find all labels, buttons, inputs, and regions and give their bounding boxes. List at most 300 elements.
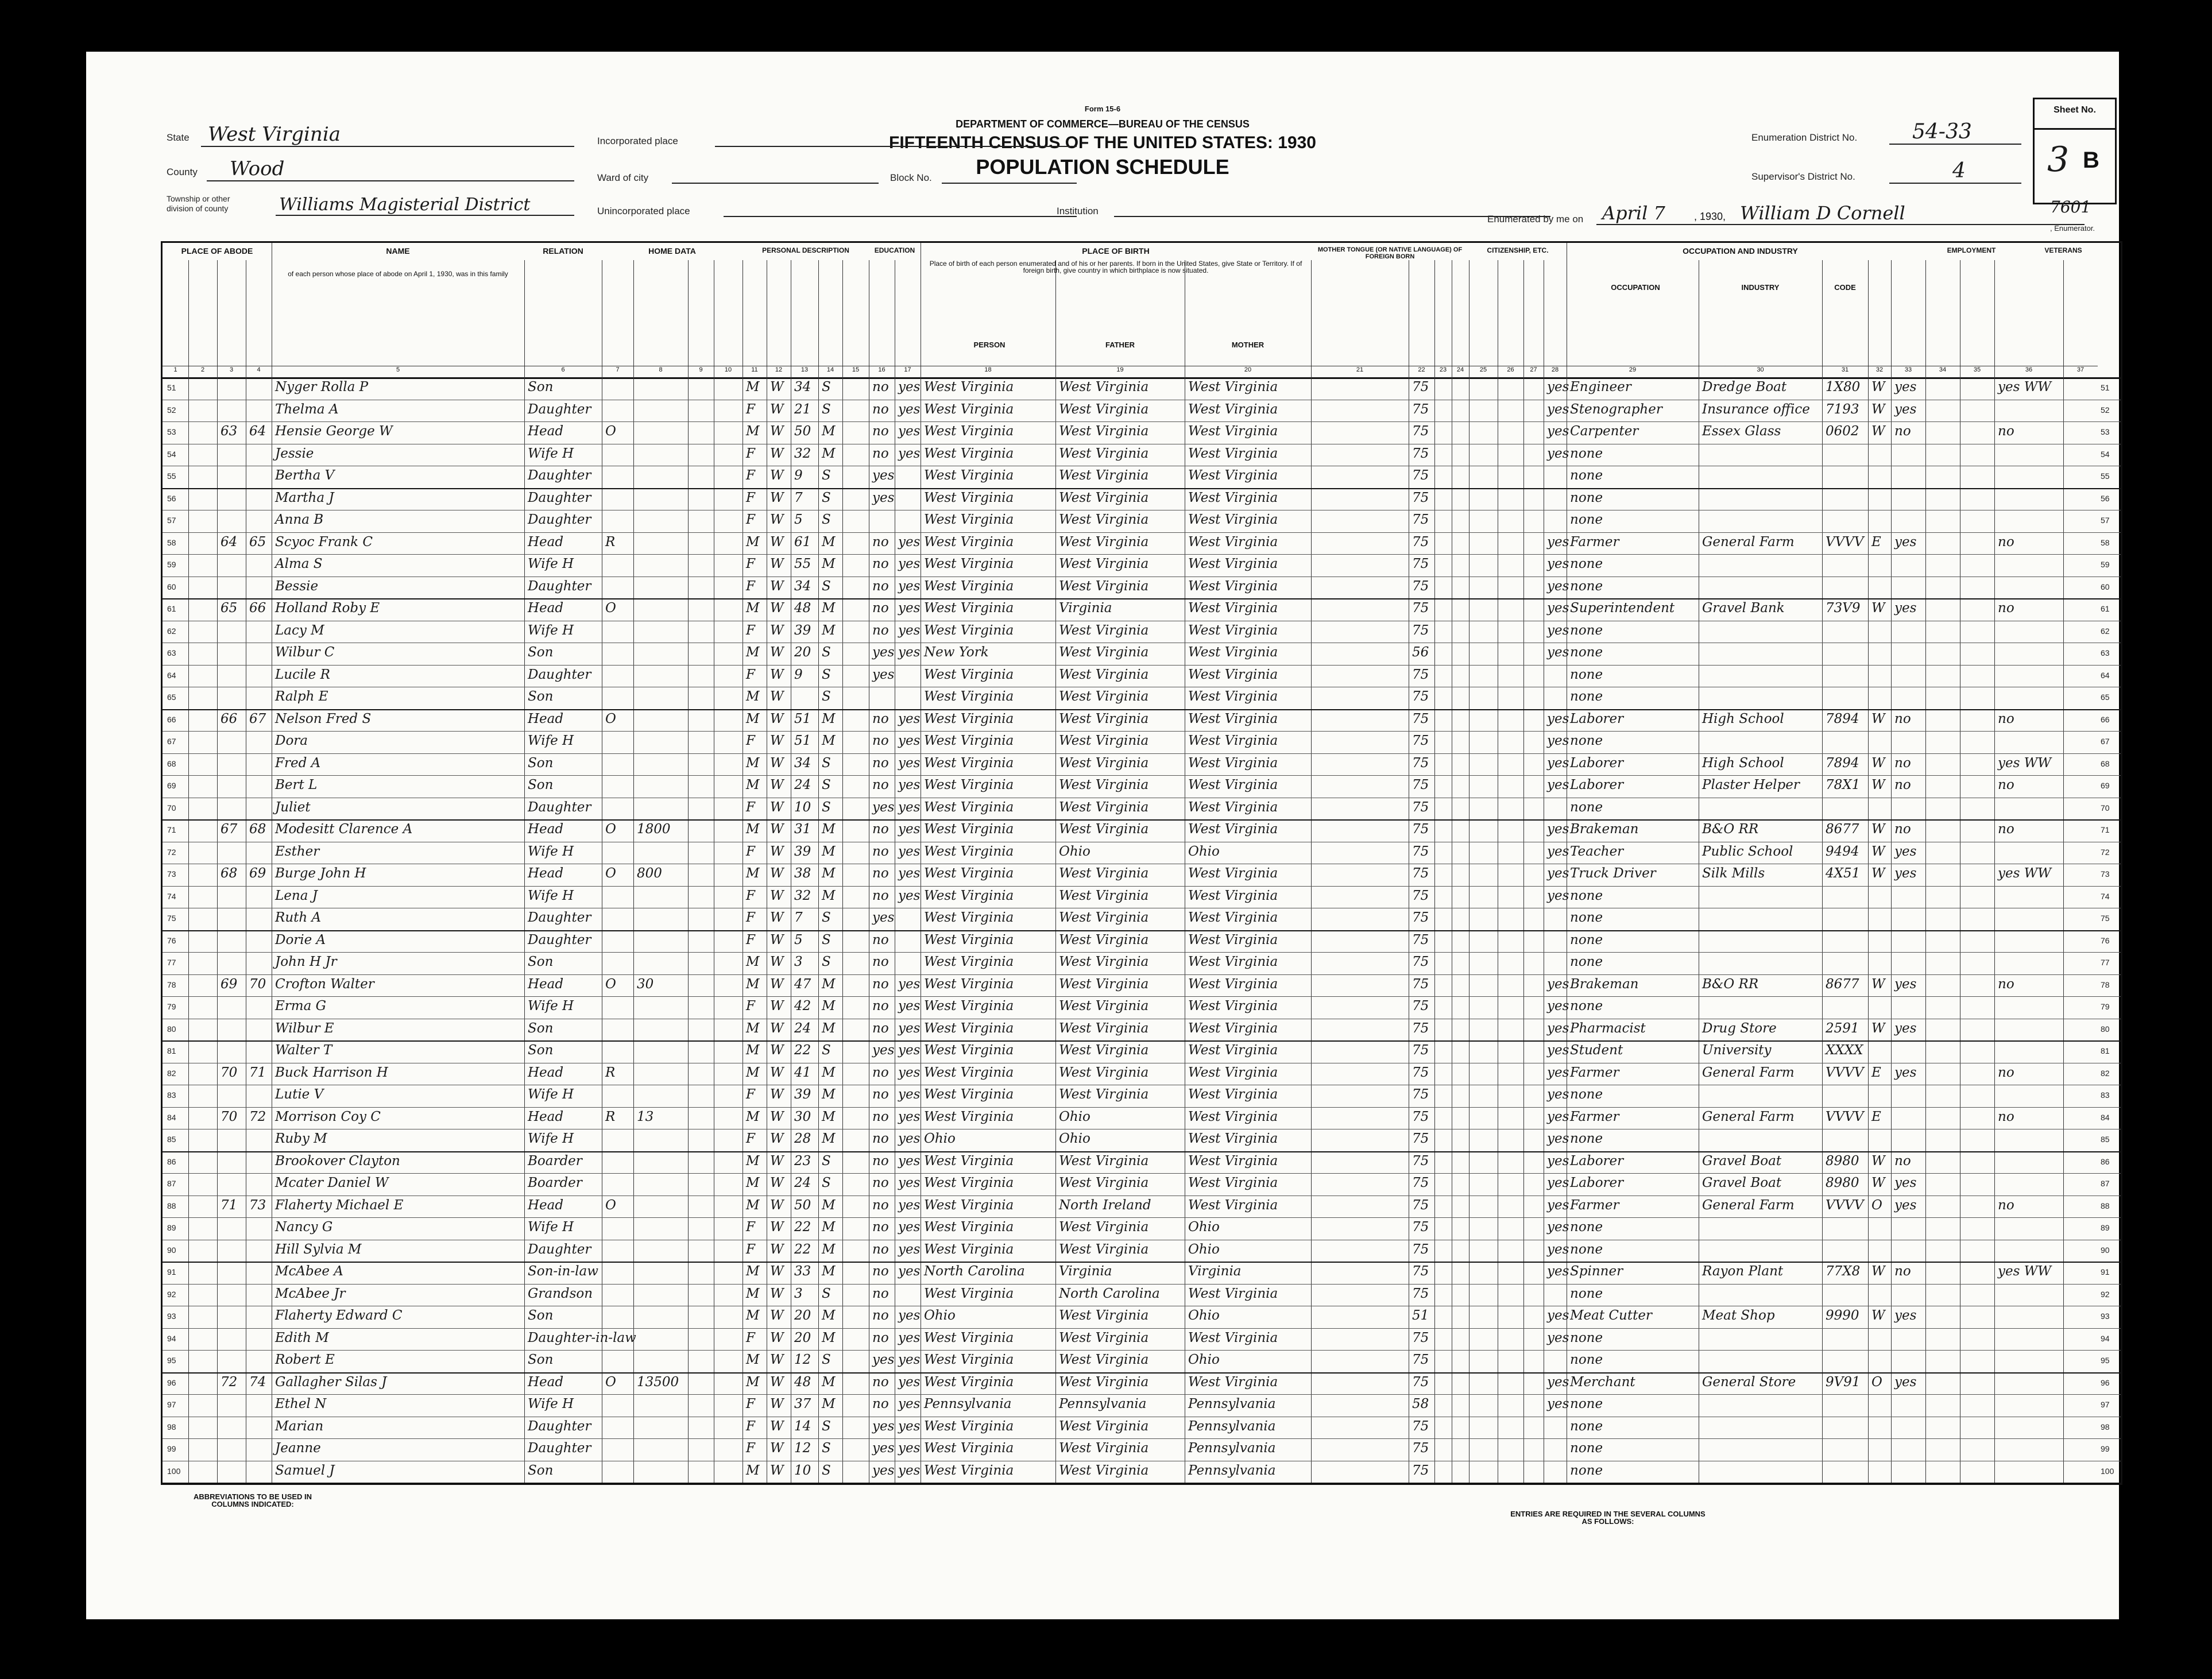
cell-sex: F (746, 446, 755, 461)
table-row (163, 1129, 2121, 1152)
cell-occ: Spinner (1570, 1264, 1623, 1279)
group-occupation: OCCUPATION AND INDUSTRY (1683, 246, 1798, 256)
table-row (163, 1417, 2121, 1440)
cell-ms: M (822, 1197, 836, 1213)
cell-fb: West Virginia (1059, 667, 1149, 682)
cell-ms: S (822, 380, 831, 394)
cell-dw: 66 (221, 711, 238, 726)
cell-occ: none (1570, 888, 1603, 903)
line-number: 71 (167, 825, 176, 834)
cell-own: O (605, 822, 616, 837)
line-number: 83 (167, 1090, 176, 1100)
cell-cit: yes (1547, 1264, 1569, 1279)
line-number: 76 (2101, 935, 2110, 945)
line-number: 63 (167, 648, 176, 657)
line-number: 80 (2101, 1024, 2110, 1034)
cell-mb: West Virginia (1188, 755, 1278, 771)
cell-sex: F (746, 1441, 755, 1456)
line-number: 74 (167, 891, 176, 901)
cell-ms: S (822, 1463, 831, 1478)
line-number: 66 (2101, 714, 2110, 724)
cell-age: 12 (794, 1352, 811, 1367)
cell-sch: no (872, 1374, 889, 1390)
cell-pb: Ohio (924, 1308, 956, 1323)
cell-cls: W (1871, 1264, 1885, 1279)
line-number: 83 (2101, 1090, 2110, 1100)
cell-cit: yes (1547, 1109, 1569, 1124)
cell-tc: 75 (1412, 601, 1429, 616)
cell-ms: M (822, 424, 836, 439)
cell-fb: West Virginia (1059, 1175, 1149, 1190)
cell-dw: 71 (221, 1197, 238, 1213)
column-number: 14 (818, 366, 842, 377)
cell-cls: W (1871, 1308, 1885, 1323)
cell-fam: 68 (249, 822, 266, 837)
cell-fb: West Virginia (1059, 380, 1149, 394)
cell-race: W (770, 1020, 784, 1036)
cell-sex: F (746, 999, 755, 1013)
cell-pb: New York (924, 645, 989, 660)
cell-rd: yes (898, 1418, 921, 1434)
cell-own: R (605, 1109, 616, 1124)
cell-tc: 75 (1412, 976, 1429, 992)
cell-race: W (770, 844, 784, 859)
subhead-occupation: OCCUPATION (1611, 283, 1660, 292)
line-number: 90 (167, 1245, 176, 1255)
column-number: 29 (1567, 366, 1699, 377)
column-number: 2 (188, 366, 217, 377)
cell-ind: Plaster Helper (1702, 777, 1800, 792)
cell-occ: Carpenter (1570, 424, 1639, 439)
cell-fam: 67 (249, 711, 266, 726)
table-row (163, 1306, 2121, 1329)
cell-rd: yes (898, 1330, 921, 1345)
cell-code: 4X51 (1826, 866, 1861, 881)
sheet-number-box (2033, 98, 2117, 204)
cell-rel: Grandson (528, 1286, 593, 1301)
cell-age: 48 (794, 601, 811, 616)
cell-ind: Meat Shop (1702, 1308, 1775, 1323)
cell-sch: no (872, 1065, 889, 1080)
cell-cit: yes (1547, 1131, 1569, 1146)
ward-label: Ward of city (597, 172, 649, 183)
cell-name: Buck Harrison H (275, 1065, 388, 1080)
cell-sex: F (746, 512, 755, 527)
cell-fb: West Virginia (1059, 468, 1149, 483)
cell-ms: S (822, 777, 831, 792)
cell-ind: Insurance office (1702, 401, 1810, 417)
township-value: Williams Magisterial District (279, 195, 531, 215)
cell-ms: S (822, 645, 831, 660)
table-row (163, 665, 2121, 688)
cell-rel: Boarder (528, 1153, 582, 1169)
cell-wk: yes (1894, 844, 1917, 859)
table-row (163, 775, 2121, 798)
cell-mb: West Virginia (1188, 954, 1278, 969)
cell-code: VVVV (1826, 1109, 1864, 1124)
column-number: 18 (921, 366, 1055, 377)
group-veterans: VETERANS (2044, 246, 2082, 254)
table-row (163, 996, 2121, 1019)
cell-name: Jessie (275, 446, 314, 461)
cell-ms: S (822, 468, 831, 483)
cell-cls: W (1871, 844, 1885, 859)
cell-cit: yes (1547, 822, 1569, 837)
cell-mb: Pennsylvania (1188, 1418, 1276, 1434)
line-number: 79 (167, 1002, 176, 1011)
cell-fb: North Carolina (1059, 1286, 1160, 1301)
cell-wk: no (1894, 822, 1911, 837)
cell-name: Ruby M (275, 1131, 327, 1146)
supervisor-district-value: 4 (1952, 159, 1966, 183)
cell-ms: M (822, 1131, 836, 1146)
cell-rel: Head (528, 976, 564, 992)
cell-rel: Wife H (528, 1220, 574, 1235)
cell-age: 24 (794, 1175, 811, 1190)
cell-rd: yes (898, 1352, 921, 1367)
column-number: 32 (1868, 366, 1891, 377)
cell-name: Alma S (275, 556, 323, 571)
line-number: 94 (2101, 1333, 2110, 1343)
cell-race: W (770, 1374, 784, 1390)
cell-pb: West Virginia (924, 401, 1014, 417)
cell-mb: West Virginia (1188, 667, 1278, 682)
cell-name: Dora (275, 733, 308, 748)
cell-val: 1800 (637, 822, 671, 837)
cell-tc: 75 (1412, 954, 1429, 969)
cell-code: 9V91 (1826, 1374, 1861, 1390)
cell-pb: West Virginia (924, 711, 1014, 726)
cell-race: W (770, 822, 784, 837)
cell-tc: 75 (1412, 866, 1429, 881)
block-field (942, 169, 1077, 184)
cell-ind: General Farm (1702, 534, 1795, 550)
cell-race: W (770, 1087, 784, 1102)
line-number: 87 (2101, 1179, 2110, 1188)
cell-occ: Stenographer (1570, 401, 1662, 417)
county-field (207, 157, 574, 181)
line-number: 55 (2101, 471, 2110, 481)
table-row (163, 643, 2121, 666)
cell-sch: no (872, 622, 889, 638)
cell-mb: West Virginia (1188, 645, 1278, 660)
cell-rd: yes (898, 1109, 921, 1124)
cell-ms: S (822, 1286, 831, 1301)
table-row (163, 554, 2121, 577)
cell-tc: 75 (1412, 622, 1429, 638)
cell-age: 30 (794, 1109, 811, 1124)
cell-rel: Son (528, 1043, 554, 1058)
cell-sex: M (746, 1264, 760, 1279)
cell-mb: West Virginia (1188, 689, 1278, 704)
cell-rel: Daughter-in-law (528, 1330, 636, 1345)
line-number: 68 (167, 759, 176, 768)
cell-name: Lutie V (275, 1087, 324, 1102)
cell-rd: yes (898, 866, 921, 881)
cell-name: Ruth A (275, 910, 322, 925)
table-row (163, 974, 2121, 997)
cell-age: 50 (794, 1197, 811, 1213)
column-number: 20 (1185, 366, 1311, 377)
line-number: 56 (167, 493, 176, 503)
cell-ms: M (822, 822, 836, 837)
cell-race: W (770, 866, 784, 881)
county-label: County (167, 167, 198, 177)
column-number: 22 (1409, 366, 1434, 377)
enumeration-district-field (1889, 121, 2021, 145)
cell-age: 14 (794, 1418, 811, 1434)
cell-sex: M (746, 822, 760, 837)
cell-sch: yes (872, 645, 895, 660)
cell-name: Ethel N (275, 1396, 327, 1411)
county-value: Wood (230, 157, 285, 180)
cell-sex: M (746, 645, 760, 660)
cell-wk: yes (1894, 534, 1917, 550)
enumerator-label: , Enumerator. (2050, 224, 2095, 233)
cell-occ: Farmer (1570, 1065, 1619, 1080)
cell-own: O (605, 866, 616, 881)
table-row (163, 466, 2121, 489)
cell-sch: no (872, 822, 889, 837)
line-number: 100 (2101, 1466, 2114, 1476)
line-number: 72 (167, 847, 176, 857)
cell-fam: 71 (249, 1065, 266, 1080)
cell-age: 3 (794, 1286, 803, 1301)
cell-fb: West Virginia (1059, 1308, 1149, 1323)
cell-cit: yes (1547, 424, 1569, 439)
cell-sch: no (872, 556, 889, 571)
cell-mb: West Virginia (1188, 446, 1278, 461)
cell-race: W (770, 1043, 784, 1058)
cell-mb: West Virginia (1188, 556, 1278, 571)
cell-ms: M (822, 733, 836, 748)
cell-occ: none (1570, 1286, 1603, 1301)
cell-code: 0602 (1826, 424, 1859, 439)
line-number: 71 (2101, 825, 2110, 834)
cell-tc: 75 (1412, 888, 1429, 903)
cell-pb: West Virginia (924, 1020, 1014, 1036)
cell-mb: West Virginia (1188, 1131, 1278, 1146)
cell-dw: 63 (221, 424, 238, 439)
cell-fb: West Virginia (1059, 799, 1149, 815)
cell-ind: Silk Mills (1702, 866, 1765, 881)
cell-race: W (770, 1286, 784, 1301)
cell-ms: S (822, 1043, 831, 1058)
line-number: 58 (2101, 537, 2110, 547)
cell-fb: West Virginia (1059, 1153, 1149, 1169)
line-number: 94 (167, 1333, 176, 1343)
cell-age: 9 (794, 468, 803, 483)
cell-vet: no (1998, 1065, 2014, 1080)
cell-ind: Public School (1702, 844, 1793, 859)
line-number: 60 (167, 582, 176, 591)
cell-wk: yes (1894, 976, 1917, 992)
cell-sch: yes (872, 910, 895, 925)
cell-fb: West Virginia (1059, 976, 1149, 992)
line-number: 85 (2101, 1135, 2110, 1144)
cell-occ: none (1570, 689, 1603, 704)
cell-sex: M (746, 689, 760, 704)
state-value: West Virginia (208, 123, 341, 146)
cell-sch: yes (872, 1352, 895, 1367)
column-number: 24 (1452, 366, 1469, 377)
cell-code: 7894 (1826, 755, 1859, 771)
cell-dw: 65 (221, 601, 238, 616)
cell-sch: no (872, 401, 889, 417)
line-number: 92 (2101, 1289, 2110, 1299)
cell-ms: M (822, 601, 836, 616)
cell-fb: West Virginia (1059, 1441, 1149, 1456)
cell-dw: 67 (221, 822, 238, 837)
cell-val: 13500 (637, 1374, 679, 1390)
line-number: 58 (167, 537, 176, 547)
cell-wk: yes (1894, 1175, 1917, 1190)
cell-occ: Laborer (1570, 755, 1624, 771)
cell-mb: West Virginia (1188, 866, 1278, 881)
line-number: 99 (2101, 1444, 2110, 1453)
cell-sex: M (746, 711, 760, 726)
line-number: 81 (2101, 1046, 2110, 1055)
line-number: 97 (2101, 1400, 2110, 1409)
line-number: 78 (2101, 980, 2110, 989)
cell-race: W (770, 1220, 784, 1235)
cell-name: McAbee A (275, 1264, 343, 1279)
cell-sex: F (746, 1418, 755, 1434)
cell-rd: yes (898, 1087, 921, 1102)
cell-tc: 75 (1412, 401, 1429, 417)
cell-sch: no (872, 601, 889, 616)
column-number: 9 (688, 366, 714, 377)
table-row (163, 731, 2121, 754)
cell-age: 34 (794, 380, 811, 394)
cell-race: W (770, 976, 784, 992)
cell-rel: Son (528, 689, 554, 704)
cell-mb: West Virginia (1188, 1330, 1278, 1345)
cell-dw: 72 (221, 1374, 238, 1390)
cell-pb: West Virginia (924, 622, 1014, 638)
cell-code: 2591 (1826, 1020, 1859, 1036)
group-employment: EMPLOYMENT (1947, 246, 1996, 254)
cell-tc: 75 (1412, 999, 1429, 1013)
cell-ms: M (822, 711, 836, 726)
column-number: 1 (163, 366, 188, 377)
column-number: 26 (1498, 366, 1523, 377)
column-number: 5 (272, 366, 524, 377)
census-table (161, 241, 2122, 1485)
cell-rel: Wife H (528, 733, 574, 748)
cell-race: W (770, 755, 784, 771)
cell-code: 73V9 (1826, 601, 1861, 616)
cell-code: 8980 (1826, 1175, 1859, 1190)
cell-occ: none (1570, 1131, 1603, 1146)
line-number: 59 (167, 560, 176, 569)
cell-name: McAbee Jr (275, 1286, 346, 1301)
cell-pb: West Virginia (924, 866, 1014, 881)
line-number: 67 (167, 737, 176, 746)
cell-rel: Head (528, 424, 564, 439)
line-number: 68 (2101, 759, 2110, 768)
cell-rel: Daughter (528, 512, 591, 527)
cell-vet: no (1998, 822, 2014, 837)
column-number: 36 (1994, 366, 2063, 377)
table-row (163, 377, 2121, 400)
cell-ms: M (822, 556, 836, 571)
table-row (163, 488, 2121, 511)
cell-fam: 73 (249, 1197, 266, 1213)
cell-ms: M (822, 1020, 836, 1036)
cell-race: W (770, 777, 784, 792)
cell-age: 33 (794, 1264, 811, 1279)
column-number: 6 (524, 366, 602, 377)
cell-sch: yes (872, 490, 895, 505)
cell-ms: S (822, 1153, 831, 1169)
line-number: 84 (2101, 1112, 2110, 1122)
cell-rd: yes (898, 1441, 921, 1456)
cell-cit: yes (1547, 1220, 1569, 1235)
cell-ind: General Store (1702, 1374, 1796, 1390)
cell-cls: W (1871, 1175, 1885, 1190)
cell-tc: 75 (1412, 556, 1429, 571)
cell-name: Nyger Rolla P (275, 380, 369, 394)
cell-fb: West Virginia (1059, 401, 1149, 417)
cell-mb: West Virginia (1188, 578, 1278, 594)
cell-occ: none (1570, 1441, 1603, 1456)
cell-age: 37 (794, 1396, 811, 1411)
cell-ind: B&O RR (1702, 822, 1759, 837)
line-number: 61 (2101, 604, 2110, 613)
cell-wk: no (1894, 755, 1911, 771)
cell-name: Erma G (275, 999, 326, 1013)
cell-mb: West Virginia (1188, 380, 1278, 394)
cell-occ: none (1570, 954, 1603, 969)
subhead-person: PERSON (973, 341, 1006, 349)
line-number: 53 (2101, 427, 2110, 436)
line-number: 88 (2101, 1201, 2110, 1210)
schedule-title: POPULATION SCHEDULE (976, 155, 1229, 179)
cell-pb: West Virginia (924, 468, 1014, 483)
cell-fb: Ohio (1059, 844, 1090, 859)
cell-sex: M (746, 1463, 760, 1478)
incorporated-label: Incorporated place (597, 136, 678, 146)
cell-age: 39 (794, 844, 811, 859)
cell-pb: West Virginia (924, 1352, 1014, 1367)
cell-tc: 75 (1412, 424, 1429, 439)
cell-rel: Son (528, 755, 554, 771)
cell-pb: North Carolina (924, 1264, 1025, 1279)
subhead-industry: INDUSTRY (1741, 283, 1780, 292)
cell-fb: West Virginia (1059, 1043, 1149, 1058)
cell-race: W (770, 932, 784, 947)
cell-wk: yes (1894, 866, 1917, 881)
cell-occ: none (1570, 1418, 1603, 1434)
cell-rel: Wife H (528, 1087, 574, 1102)
cell-sch: no (872, 1131, 889, 1146)
cell-fb: West Virginia (1059, 645, 1149, 660)
cell-tc: 75 (1412, 1352, 1429, 1367)
cell-ms: S (822, 932, 831, 947)
cell-race: W (770, 1153, 784, 1169)
table-row (163, 1284, 2121, 1307)
cell-cit: yes (1547, 556, 1569, 571)
cell-ms: M (822, 446, 836, 461)
cell-sch: no (872, 932, 889, 947)
entries-title: ENTRIES ARE REQUIRED IN THE SEVERAL COLUMNS AS FOLLOWS: (1510, 1510, 1706, 1526)
cell-ind: University (1702, 1043, 1772, 1058)
cell-age: 24 (794, 1020, 811, 1036)
cell-mb: West Virginia (1188, 1043, 1278, 1058)
cell-dw: 68 (221, 866, 238, 881)
sheet-side: B (2083, 148, 2099, 173)
